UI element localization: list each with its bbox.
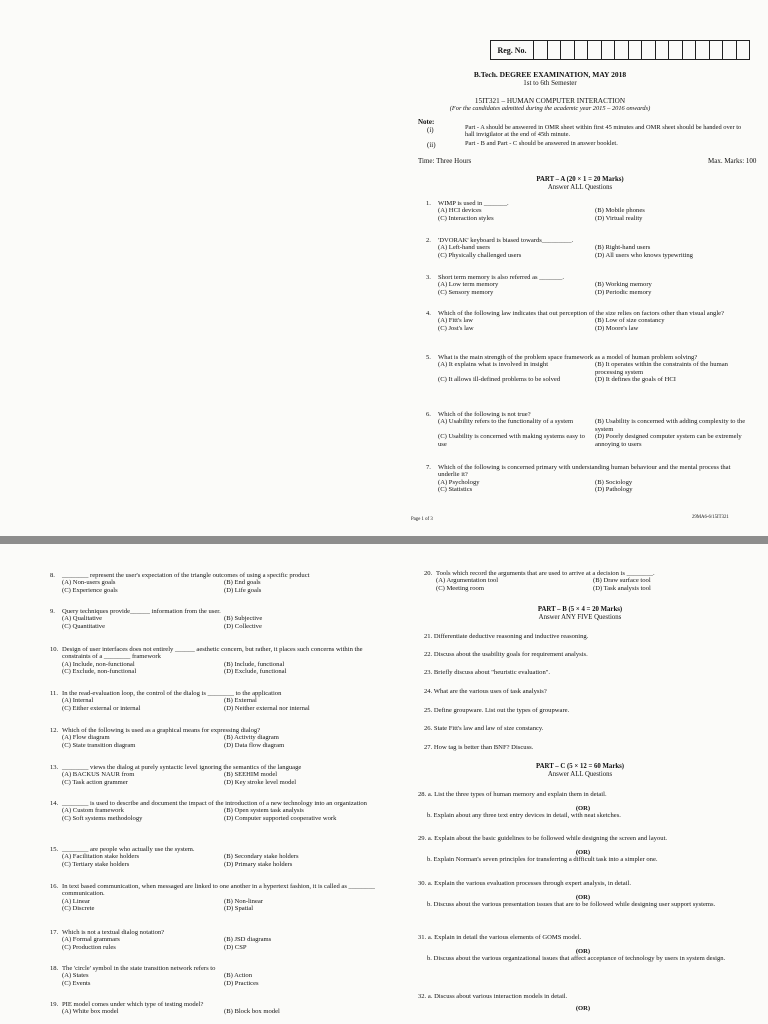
part-c-q30: 30. a. Explain the various evaluation processes through expert analysis, in detail. (OR) b. Discuss about the various presentation issues that are to be followed while designing user support systems. <box>418 880 716 909</box>
question-13: 13. ________ views the dialog at purely syntactic level ignoring the semantics of the language (A) BACKUS NAUR from (B) SEEHIM model (C) Task action grammer (D) Key stroke level model <box>50 764 302 786</box>
part-b-q23: 23. Briefly discuss about "heuristic evaluation". <box>424 669 551 676</box>
part-b-instruction: Answer ANY FIVE Questions <box>538 614 622 621</box>
part-b-q27: 27. How tag is better than BNF? Discuss. <box>424 744 534 751</box>
semester: 1st to 6th Semester <box>523 79 577 87</box>
reg-no-label: Reg. No. <box>491 41 534 59</box>
question-18: 18. The 'circle' symbol in the state transition network refers to (A) States (B) Action (C) Events (D) Practices <box>50 965 259 987</box>
question-14: 14. ________ is used to describe and document the impact of the introduction of a new technology into an organization (A) Custom framework (B) Open system task analysis (C) Soft systems methodology (D) Computer supported cooperative work <box>50 800 367 822</box>
question-10: 10. Design of user interfaces does not entirely ______ aesthetic concern, but rather, it places such concerns within the constraints of a ________ framework (A) Include, non-functional (B) Include, functional (C) Exclude, non-functional (D) Exclude, functional <box>50 646 363 676</box>
question-16: 16. In text based communication, when messaged are linked to one another in a hypertext fashion, it is called as ________ communication. (A) Linear (B) Non-linear (C) Discrete (D) Spatial <box>50 883 375 913</box>
part-a-instruction: Answer ALL Questions <box>547 184 613 191</box>
note-mark-2: (ii) <box>427 141 436 149</box>
reg-no-box <box>490 40 750 60</box>
question-11: 11. In the read-evaluation loop, the control of the dialog is ________ to the application (A) Internal (B) External (C) Either external or internal (D) Neither external nor internal <box>50 690 310 712</box>
part-b-q22: 22. Discuss about the usability goals for requirement analysis. <box>424 651 588 658</box>
question-19: 19. PIE model comes under which type of testing model? (A) White box model (B) Block box model <box>50 1001 280 1016</box>
question-9: 9. Query techniques provide______ information from the user. (A) Qualitative (B) Subjective (C) Quantitative (D) Collective <box>50 608 263 630</box>
part-b-q21: 21. Differentiate deductive reasoning and inductive reasoning. <box>424 633 589 640</box>
part-c-q28: 28. a. List the three types of human memory and explain them in detail. (OR) b. Explain about any three text entry devices in detail, with neat sketches. <box>418 791 621 820</box>
course-title: 15IT321 – HUMAN COMPUTER INTERACTION <box>474 97 626 105</box>
question-17: 17. Which is not a textual dialog notation? (A) Formal grammars (B) JSD diagrams (C) Production rules (D) CSP <box>50 929 272 951</box>
question-8: 8. ________ represent the user's expectation of the triangle outcomes of using a specific product (A) Non-users goals (B) End goals (C) Experience goals (D) Life goals <box>50 572 310 594</box>
question-2: 2. 'DVORAK' keyboard is biased towards_________. (A) Left-hand users (B) Right-hand users (C) Physically challenged users (D) All users who knows typewriting <box>426 237 693 259</box>
question-6: 6. Which of the following is not true? (A) Usability refers to the functionality of a system (B) Usability is concerned with adding complexity to the system (C) Usability is concerned with making systems easy to use (D) Poorly designed computer system can be extremely annoying to users <box>426 411 746 448</box>
applicability: (For the candidates admitted during the academic year 2015 – 2016 onwards) <box>449 105 651 112</box>
part-b-heading <box>480 606 680 622</box>
question-15: 15. ________ are people who actually use the system. (A) Facilitation stake holders (B) Secondary stake holders (C) Tertiary stake holders (D) Primary stake holders <box>50 846 299 868</box>
paper-code: 29MA6-6/15IT321 <box>692 515 729 520</box>
max-marks: Max. Marks: 100 <box>708 157 757 165</box>
exam-title: B.Tech. DEGREE EXAMINATION, MAY 2018 <box>473 70 627 79</box>
note-mark-1: (i) <box>427 126 434 134</box>
time: Time: Three Hours <box>418 157 472 165</box>
part-c-instruction: Answer ALL Questions <box>547 771 613 778</box>
page-separator <box>0 536 768 544</box>
page-number: Page 1 of 3 <box>411 517 433 522</box>
note-text-1: Part - A should be answered in OMR sheet within first 45 minutes and OMR sheet should be handed over to hall invigilator at the end of 45th minute. <box>465 124 742 139</box>
part-c-heading <box>480 763 680 779</box>
question-3: 3. Short term memory is also referred as _______. (A) Low term memory (B) Working memory (C) Sensory memory (D) Periodic memory <box>426 274 652 296</box>
question-7: 7. Which of the following is concerned primary with understanding human behaviour and the mental process that underlie it? (A) Psychology (B) Sociology (C) Statistics (D) Pathology <box>426 464 731 494</box>
part-b-q24: 24. What are the various uses of task analysis? <box>424 688 547 695</box>
question-4: 4. Which of the following law indicates that out perception of the size relies on factors other than visual angle? (A) Fitt's law (B) Low of size constancy (C) Jost's law (D) Moore's law <box>426 310 725 332</box>
exam-page-2 <box>0 544 768 1024</box>
part-a-heading <box>480 176 680 192</box>
part-c-q31: 31. a. Explain in detail the various elements of GOMS model. (OR) b. Discuss about the various organizational issues that affect acceptance of technology by users in system design. <box>418 934 726 963</box>
part-b-q25: 25. Define groupware. List out the types of groupware. <box>424 707 570 714</box>
question-20: 20. Tools which record the arguments that are used to arrive at a decision is ________. (A) Argumentation tool (B) Draw surface tool (C) Meeting room (D) Task analysis tool <box>424 570 655 592</box>
part-a-title: PART – A (20 × 1 = 20 Marks) <box>536 176 624 183</box>
question-5: 5. What is the main strength of the problem space framework as a model of human problem solving? (A) It explains what is involved in insight (B) It operates within the constraints of the human processing system (C) It allows ill-defined problems to be solved (D) It defines the goals of HCI <box>426 354 728 384</box>
part-b-q26: 26. State Fitt's law and law of size constancy. <box>424 725 544 732</box>
question-1: 1. WIMP is used in _______. (A) HCI devices (B) Mobile phones (C) Interaction styles (D) Virtual reality <box>426 200 645 222</box>
note-text-2: Part - B and Part - C should be answered in answer booklet. <box>465 140 618 147</box>
part-c-title: PART – C (5 × 12 = 60 Marks) <box>535 763 625 770</box>
part-c-q29: 29. a. Explain about the basic guidelines to be followed while designing the screen and layout. (OR) b. Explain Norman's seven principles for transferring a difficult task into a simpler one. <box>418 835 668 864</box>
part-b-title: PART – B (5 × 4 = 20 Marks) <box>537 606 623 613</box>
part-c-q32: 32. a. Discuss about various interaction models in detail. (OR) <box>418 993 591 1012</box>
question-12: 12. Which of the following is used as a graphical means for expressing dialog? (A) Flow diagram (B) Activity diagram (C) State transition diagram (D) Data flow diagram <box>50 727 285 749</box>
note-label: Note: <box>418 118 435 126</box>
